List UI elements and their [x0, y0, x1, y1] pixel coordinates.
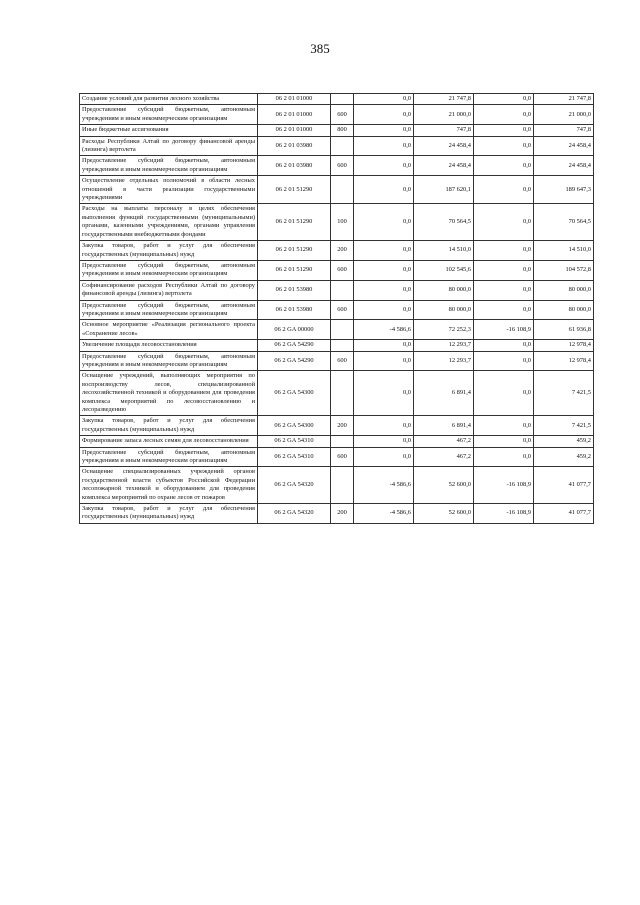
amount-cell-1: -4 586,6 [354, 467, 414, 504]
amount-cell-1: 0,0 [354, 241, 414, 261]
expense-name-cell: Закупка товаров, работ и услуг для обеспечения государственных (муниципальных) нужд [80, 241, 258, 261]
target-code-cell: 06 2 01 03980 [258, 156, 331, 176]
amount-cell-3: 0,0 [474, 280, 534, 300]
amount-cell-1: -4 586,6 [354, 504, 414, 524]
amount-cell-2: 80 000,0 [414, 300, 474, 320]
amount-cell-2: 467,2 [414, 447, 474, 467]
amount-cell-3: -16 108,9 [474, 504, 534, 524]
amount-cell-2: 747,8 [414, 125, 474, 136]
expense-name-cell: Закупка товаров, работ и услуг для обеспечения государственных (муниципальных) нужд [80, 416, 258, 436]
expense-type-cell [331, 280, 354, 300]
table-row [80, 467, 594, 504]
amount-cell-3: -16 108,9 [474, 320, 534, 340]
amount-cell-4: 80 000,0 [534, 280, 594, 300]
expense-name-cell: Оснащение специализированных учреждений органов государственной власти субъектов Российской Федерации лесопожарной техникой и оборудованием для проведения комплекса мероприятий по охране лесов от пожаров [80, 467, 258, 504]
amount-cell-3: 0,0 [474, 136, 534, 156]
table-row [80, 504, 594, 524]
expense-type-cell [331, 176, 354, 204]
amount-cell-1: 0,0 [354, 340, 414, 351]
amount-cell-1: 0,0 [354, 447, 414, 467]
amount-cell-2: 52 600,0 [414, 467, 474, 504]
table-body [80, 94, 594, 524]
target-code-cell: 06 2 01 53980 [258, 280, 331, 300]
expense-type-cell: 600 [331, 156, 354, 176]
expense-name-cell: Предоставление субсидий бюджетным, автономным учреждениям и иным некоммерческим организациям [80, 300, 258, 320]
amount-cell-4: 14 510,0 [534, 241, 594, 261]
expense-type-cell: 200 [331, 416, 354, 436]
amount-cell-2: 12 293,7 [414, 351, 474, 371]
amount-cell-2: 24 458,4 [414, 136, 474, 156]
expense-type-cell [331, 436, 354, 447]
target-code-cell: 06 2 GA 54300 [258, 371, 331, 416]
amount-cell-4: 41 077,7 [534, 467, 594, 504]
amount-cell-1: 0,0 [354, 125, 414, 136]
amount-cell-4: 104 572,8 [534, 260, 594, 280]
amount-cell-3: 0,0 [474, 156, 534, 176]
amount-cell-1: 0,0 [354, 436, 414, 447]
amount-cell-4: 80 000,0 [534, 300, 594, 320]
amount-cell-4: 61 936,8 [534, 320, 594, 340]
amount-cell-4: 459,2 [534, 447, 594, 467]
table-row [80, 436, 594, 447]
amount-cell-2: 6 891,4 [414, 371, 474, 416]
amount-cell-3: 0,0 [474, 447, 534, 467]
amount-cell-3: -16 108,9 [474, 467, 534, 504]
target-code-cell: 06 2 01 53980 [258, 300, 331, 320]
target-code-cell: 06 2 01 51290 [258, 204, 331, 241]
expense-type-cell: 100 [331, 204, 354, 241]
amount-cell-3: 0,0 [474, 416, 534, 436]
table-row [80, 447, 594, 467]
expense-name-cell: Формирование запаса лесных семян для лесовосстановления [80, 436, 258, 447]
amount-cell-3: 0,0 [474, 436, 534, 447]
table-row [80, 280, 594, 300]
target-code-cell: 06 2 01 01000 [258, 94, 331, 105]
amount-cell-4: 21 000,0 [534, 105, 594, 125]
target-code-cell: 06 2 GA 54320 [258, 504, 331, 524]
target-code-cell: 06 2 GA 54290 [258, 351, 331, 371]
amount-cell-2: 21 000,0 [414, 105, 474, 125]
table-row [80, 416, 594, 436]
table-row [80, 125, 594, 136]
target-code-cell: 06 2 01 51290 [258, 241, 331, 261]
amount-cell-3: 0,0 [474, 351, 534, 371]
target-code-cell: 06 2 01 51290 [258, 260, 331, 280]
expense-type-cell [331, 320, 354, 340]
amount-cell-4: 12 978,4 [534, 351, 594, 371]
amount-cell-1: 0,0 [354, 94, 414, 105]
expense-type-cell: 600 [331, 300, 354, 320]
amount-cell-3: 0,0 [474, 241, 534, 261]
expense-type-cell: 600 [331, 260, 354, 280]
amount-cell-2: 52 600,0 [414, 504, 474, 524]
target-code-cell: 06 2 GA 54310 [258, 436, 331, 447]
amount-cell-4: 7 421,5 [534, 416, 594, 436]
amount-cell-2: 102 545,6 [414, 260, 474, 280]
expense-name-cell: Увеличение площади лесовосстановления [80, 340, 258, 351]
table-row [80, 156, 594, 176]
amount-cell-3: 0,0 [474, 340, 534, 351]
target-code-cell: 06 2 GA 54290 [258, 340, 331, 351]
expense-name-cell: Осуществление отдельных полномочий в области лесных отношений в части реализации государственными учреждениями [80, 176, 258, 204]
amount-cell-2: 14 510,0 [414, 241, 474, 261]
amount-cell-1: 0,0 [354, 204, 414, 241]
expense-name-cell: Оснащение учреждений, выполняющих мероприятия по воспроизводству лесов, специализированной лесохозяйственной техникой и оборудованием для проведения комплекса мероприятий по лесовосстановлению и лесоразведению [80, 371, 258, 416]
amount-cell-2: 6 891,4 [414, 416, 474, 436]
table-row [80, 371, 594, 416]
budget-table [79, 93, 594, 524]
expense-type-cell: 200 [331, 504, 354, 524]
page-number: 385 [310, 41, 330, 56]
amount-cell-4: 70 564,5 [534, 204, 594, 241]
amount-cell-4: 747,8 [534, 125, 594, 136]
amount-cell-4: 189 647,3 [534, 176, 594, 204]
expense-type-cell [331, 467, 354, 504]
amount-cell-3: 0,0 [474, 260, 534, 280]
amount-cell-1: 0,0 [354, 416, 414, 436]
amount-cell-1: 0,0 [354, 280, 414, 300]
expense-type-cell [331, 136, 354, 156]
target-code-cell: 06 2 GA 00000 [258, 320, 331, 340]
amount-cell-1: 0,0 [354, 300, 414, 320]
table-row [80, 351, 594, 371]
amount-cell-2: 467,2 [414, 436, 474, 447]
expense-name-cell: Закупка товаров, работ и услуг для обеспечения государственных (муниципальных) нужд [80, 504, 258, 524]
expense-type-cell [331, 340, 354, 351]
amount-cell-4: 41 077,7 [534, 504, 594, 524]
amount-cell-1: 0,0 [354, 371, 414, 416]
amount-cell-3: 0,0 [474, 94, 534, 105]
amount-cell-4: 7 421,5 [534, 371, 594, 416]
amount-cell-4: 459,2 [534, 436, 594, 447]
expense-name-cell: Предоставление субсидий бюджетным, автономным учреждениям и иным некоммерческим организациям [80, 105, 258, 125]
amount-cell-1: 0,0 [354, 176, 414, 204]
expense-name-cell: Предоставление субсидий бюджетным, автономным учреждениям и иным некоммерческим организациям [80, 447, 258, 467]
amount-cell-4: 21 747,8 [534, 94, 594, 105]
table-row [80, 320, 594, 340]
expense-type-cell: 800 [331, 125, 354, 136]
amount-cell-1: -4 586,6 [354, 320, 414, 340]
expense-type-cell [331, 371, 354, 416]
target-code-cell: 06 2 01 01000 [258, 125, 331, 136]
target-code-cell: 06 2 GA 54320 [258, 467, 331, 504]
amount-cell-4: 24 458,4 [534, 136, 594, 156]
expense-name-cell: Предоставление субсидий бюджетным, автономным учреждениям и иным некоммерческим организациям [80, 260, 258, 280]
expense-type-cell: 600 [331, 447, 354, 467]
target-code-cell: 06 2 01 51290 [258, 176, 331, 204]
expense-name-cell: Основное мероприятие «Реализация регионального проекта «Сохранение лесов» [80, 320, 258, 340]
amount-cell-4: 24 458,4 [534, 156, 594, 176]
target-code-cell: 06 2 GA 54310 [258, 447, 331, 467]
amount-cell-3: 0,0 [474, 371, 534, 416]
expense-name-cell: Расходы на выплаты персоналу в целях обеспечения выполнения функций государственными (муниципальными) органами, казенными учреждениями, органами управления государственными внебюджетными фондами [80, 204, 258, 241]
target-code-cell: 06 2 01 01000 [258, 105, 331, 125]
expense-type-cell: 600 [331, 105, 354, 125]
amount-cell-2: 80 000,0 [414, 280, 474, 300]
amount-cell-2: 21 747,8 [414, 94, 474, 105]
table-row [80, 136, 594, 156]
table-row [80, 204, 594, 241]
expense-name-cell: Предоставление субсидий бюджетным, автономным учреждениям и иным некоммерческим организациям [80, 156, 258, 176]
expense-name-cell: Софинансирование расходов Республики Алтай по договору финансовой аренды (лизинга) вертолета [80, 280, 258, 300]
amount-cell-2: 70 564,5 [414, 204, 474, 241]
table-row [80, 241, 594, 261]
amount-cell-1: 0,0 [354, 351, 414, 371]
expense-name-cell: Расходы Республики Алтай по договору финансовой аренды (лизинга) вертолета [80, 136, 258, 156]
amount-cell-3: 0,0 [474, 125, 534, 136]
table-row [80, 340, 594, 351]
target-code-cell: 06 2 GA 54300 [258, 416, 331, 436]
table-row [80, 94, 594, 105]
table-row [80, 300, 594, 320]
expense-name-cell: Создание условий для развития лесного хозяйства [80, 94, 258, 105]
amount-cell-3: 0,0 [474, 176, 534, 204]
amount-cell-3: 0,0 [474, 204, 534, 241]
amount-cell-1: 0,0 [354, 156, 414, 176]
table-row [80, 105, 594, 125]
amount-cell-2: 72 252,3 [414, 320, 474, 340]
expense-name-cell: Предоставление субсидий бюджетным, автономным учреждениям и иным некоммерческим организациям [80, 351, 258, 371]
amount-cell-3: 0,0 [474, 300, 534, 320]
amount-cell-1: 0,0 [354, 105, 414, 125]
table-row [80, 260, 594, 280]
amount-cell-4: 12 978,4 [534, 340, 594, 351]
amount-cell-1: 0,0 [354, 136, 414, 156]
expense-type-cell [331, 94, 354, 105]
amount-cell-1: 0,0 [354, 260, 414, 280]
expense-type-cell: 600 [331, 351, 354, 371]
amount-cell-3: 0,0 [474, 105, 534, 125]
target-code-cell: 06 2 01 03980 [258, 136, 331, 156]
amount-cell-2: 187 620,1 [414, 176, 474, 204]
table-row [80, 176, 594, 204]
amount-cell-2: 12 293,7 [414, 340, 474, 351]
expense-name-cell: Иные бюджетные ассигнования [80, 125, 258, 136]
expense-type-cell: 200 [331, 241, 354, 261]
amount-cell-2: 24 458,4 [414, 156, 474, 176]
